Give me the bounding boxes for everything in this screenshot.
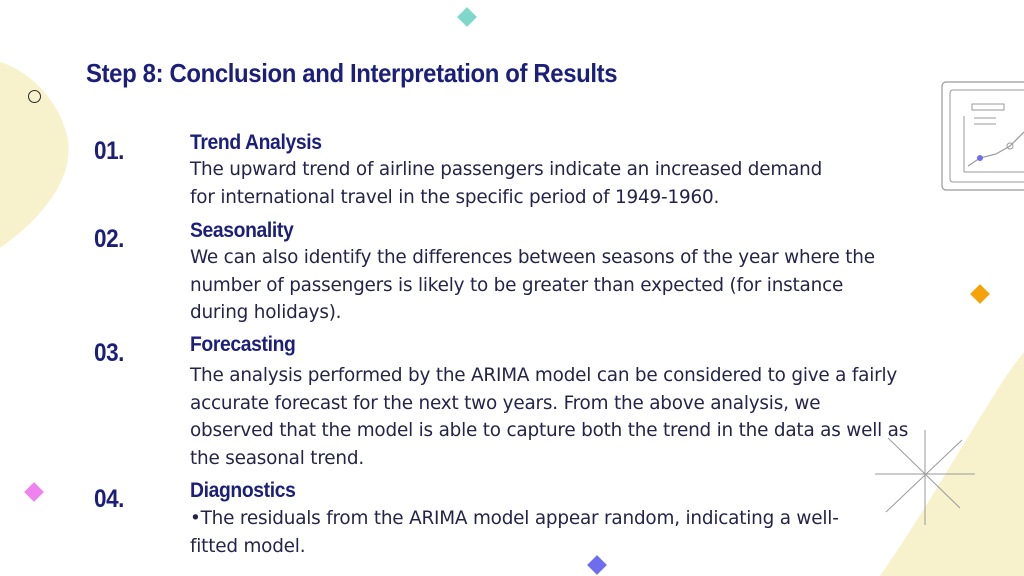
item-heading-seasonality: Seasonality bbox=[190, 219, 294, 242]
item-body-seasonality: We can also identify the differences between seasons of the year where the number of passengers is likely to be greater than expected (for instance during holidays). bbox=[190, 247, 875, 323]
item-number-03: 03. bbox=[94, 339, 124, 367]
circle-outline-icon bbox=[28, 90, 41, 103]
item-number-04: 04. bbox=[94, 485, 124, 513]
item-heading-trend-analysis: Trend Analysis bbox=[190, 131, 322, 154]
item-heading-diagnostics: Diagnostics bbox=[190, 479, 296, 502]
line-chart-icon bbox=[940, 80, 1024, 194]
item-number-02: 02. bbox=[94, 225, 124, 253]
item-body-forecasting: The analysis performed by the ARIMA model can be considered to give a fairly accurate forecast for the next two years. From the above analysis, we observed that the model is able to capture both the trend in the data as well as the seasonal trend. bbox=[190, 365, 909, 469]
item-body-trend-analysis: The upward trend of airline passengers indicate an increased demand for international travel in the specific period of 1949-1960. bbox=[190, 159, 823, 208]
item-heading-forecasting: Forecasting bbox=[190, 333, 296, 356]
item-body-diagnostics: •The residuals from the ARIMA model appear random, indicating a well- fitted model. bbox=[190, 508, 839, 557]
slide-title: Step 8: Conclusion and Interpretation of Results bbox=[86, 58, 618, 88]
item-number-01: 01. bbox=[94, 137, 124, 165]
